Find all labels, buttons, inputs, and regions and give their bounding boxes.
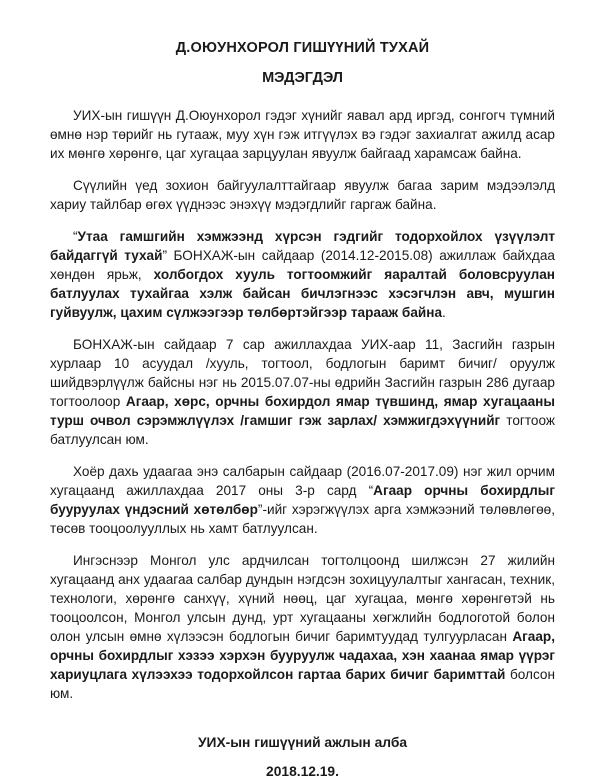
bold-text-segment: Агаар, хөрс, орчны бохирдол ямар түвшинд, ямар хугацааны турш очвол сэрэмжлүүлэх /гамшиг гэж зарлах/ хэмжигдэхүүнийг bbox=[50, 394, 555, 428]
bold-text-segment: холбогдох хууль тогтоомжийг яаралтай боловсруулан батлуулах тухайгаа хэлж байсан бичлэгнээс хэсэгчлэн авч, мушгин гуйвуулж, цахим сүлжээгээр төлбөртэйгээр тарааж байна bbox=[50, 267, 555, 320]
paragraph-3 bbox=[50, 227, 555, 322]
text-segment: Ингэснээр Монгол улс ардчилсан тогтолцоонд шилжсэн 27 жилийн хугацаанд анх удаагаа салбар дундын нэгдсэн зохицуулалтыг хангасан, техник, технологи, хөрөнгө санхүү, хүний нөөц, цаг хугацаа, мөнгө хөрөнгөтэй нь тооцоолсон, Монгол улсын дунд, урт хугацааны хөгжлийн бодлоготой болон олон улсын өмнө хүлээсэн бодлогын бичиг баримтуудад тулгуурласан bbox=[50, 553, 555, 644]
bold-text-segment: Утаа гамшгийн хэмжээнд хүрсэн гэдгийг тодорхойлох үзүүлэлт байдаггүй тухай bbox=[50, 229, 555, 263]
text-segment: болсон юм. bbox=[50, 667, 555, 701]
text-segment: ” БОНХАЖ-ын сайдаар (2014.12-2015.08) ажиллаж байхдаа хөндөн ярьж, bbox=[50, 248, 555, 282]
paragraph-5 bbox=[50, 462, 555, 538]
text-segment: ”-ийг хэрэгжүүлэх арга хэмжээний төлөвлөгөө, төсөв тооцоолууллых нь хамт батлуулсан. bbox=[50, 502, 556, 536]
text-segment: Сүүлийн үед зохион байгуулалттайгаар явуулж багаа зарим мэдээлэлд хариу тайлбар өгөх үүднээс энэхүү мэдэгдлийг гаргаж байна. bbox=[50, 178, 555, 212]
text-segment: УИХ-ын гишүүн Д.Оюунхорол гэдэг хүнийг яавал ард иргэд, сонгогч түмний өмнө нэр төрийг нь гутааж, муу хүн гэж итгүүлэх вэ гэдэг захиалгат ажилд асар их мөнгө хөрөнгө, цаг хугацаа зарцуулан явуулж байгаад харамсаж байна. bbox=[50, 108, 555, 161]
text-segment: БОНХАЖ-ын сайдаар 7 сар ажиллахдаа УИХ-аар 11, Засгийн газрын хурлаар 10 асуудал /хууль, тогтоол, бодлогын баримт бичиг/ оруулж шийдвэрлүүлж байсны нэг нь 2015.07.07-ны өдрийн Засгийн газрын 286 дугаар тогтоолоор bbox=[50, 337, 555, 409]
bold-text-segment: Агаар орчны бохирдлыг бууруулах үндэсний хөтөлбөр bbox=[50, 483, 556, 517]
document-body bbox=[50, 106, 555, 703]
document-title: Д.ОЮУНХОРОЛ ГИШҮҮНИЙ ТУХАЙ bbox=[175, 40, 430, 56]
paragraph-2 bbox=[50, 176, 555, 214]
paragraph-6 bbox=[50, 551, 555, 703]
text-segment: “ bbox=[73, 229, 78, 244]
text-segment: тогтоож батлуулсан юм. bbox=[50, 413, 555, 447]
signature-line: УИХ-ын гишүүний ажлын алба bbox=[197, 735, 408, 750]
paragraph-4 bbox=[50, 335, 555, 449]
document-subtitle: МЭДЭГДЭЛ bbox=[262, 70, 343, 86]
document-date: 2018.12.19. bbox=[266, 764, 339, 779]
text-segment: Хоёр дахь удаагаа энэ салбарын сайдаар (2016.07-2017.09) нэг жил орчим хугацаанд ажиллахдаа 2017 оны 3-р сард “ bbox=[50, 464, 555, 498]
bold-text-segment: Агаар, орчны бохирдлыг хэзээ хэрхэн бууруулж чадахаа, хэн хаанаа ямар үүрэг хариуцлага хүлээхээ тодорхойлсон гартаа барих бичиг баримттай bbox=[50, 629, 555, 682]
text-segment: . bbox=[442, 305, 446, 320]
paragraph-1 bbox=[50, 106, 555, 163]
